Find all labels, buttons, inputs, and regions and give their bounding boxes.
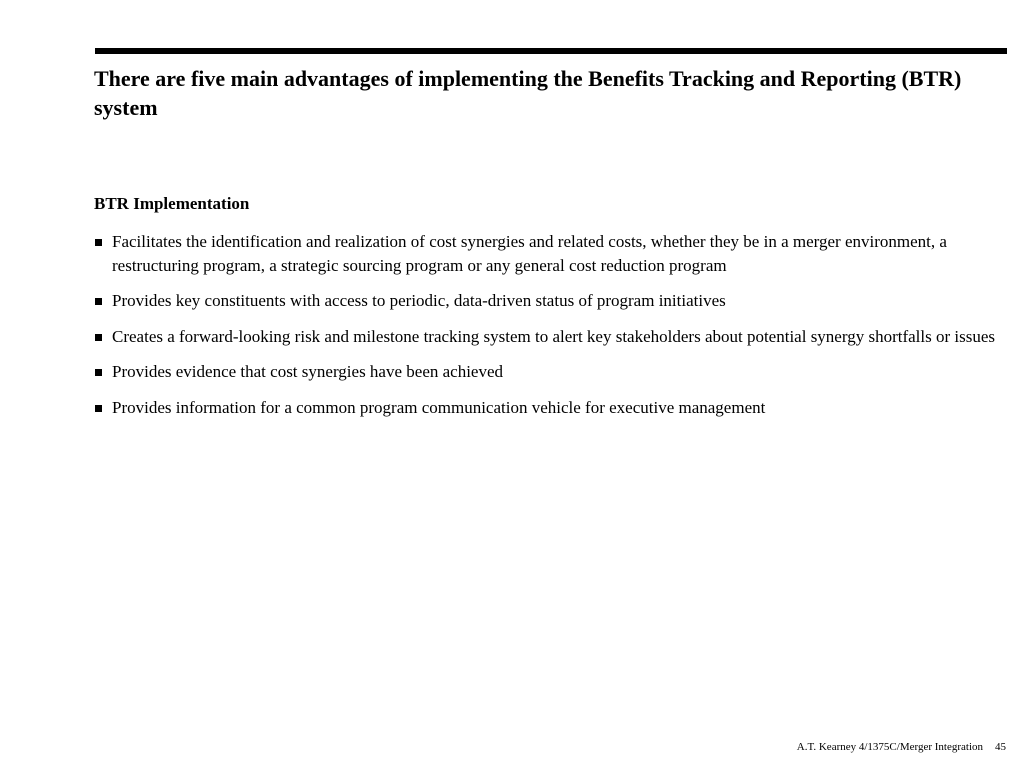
- bullet-text: Creates a forward-looking risk and milestone tracking system to alert key stakeholders about potential synergy shortfalls or issues: [112, 326, 996, 346]
- footer: [797, 740, 1006, 754]
- footer-source: A.T. Kearney 4/1375C/Merger Integration: [796, 741, 983, 753]
- bullet-list: [94, 230, 1004, 431]
- square-bullet-icon: [95, 369, 102, 376]
- bullet-text: Provides evidence that cost synergies have been achieved: [112, 362, 504, 381]
- bullet-text: Facilitates the identification and realization of cost synergies and related costs, whether they be in a merger environment, a restructuring program, a strategic sourcing program or any general cost reduction program: [112, 232, 947, 275]
- bullet-text: Provides key constituents with access to periodic, data-driven status of program initiatives: [112, 291, 726, 310]
- title-rule: [95, 48, 1007, 54]
- section-heading: BTR Implementation: [94, 194, 250, 213]
- bullet-item: [94, 230, 1004, 277]
- bullet-item: [94, 289, 1004, 313]
- slide-title: There are five main advantages of implementing the Benefits Tracking and Reporting (BTR) system: [94, 66, 962, 120]
- bullet-item: [94, 325, 1004, 349]
- bullet-item: [94, 360, 1004, 384]
- bullet-item: [94, 396, 1004, 420]
- square-bullet-icon: [95, 405, 102, 412]
- square-bullet-icon: [95, 298, 102, 305]
- bullet-text: Provides information for a common program communication vehicle for executive management: [112, 397, 766, 417]
- square-bullet-icon: [95, 334, 102, 341]
- square-bullet-icon: [95, 239, 102, 246]
- page-number: 45: [995, 741, 1006, 753]
